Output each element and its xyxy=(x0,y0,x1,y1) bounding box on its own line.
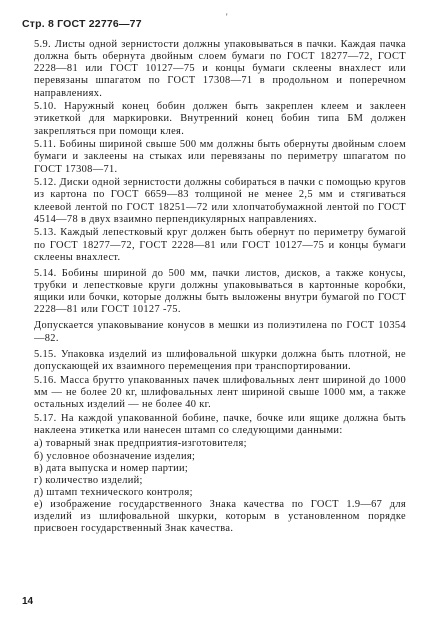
paragraph-5-14: 5.14. Бобины шириной до 500 мм, пачки листов, дисков, а также конусы, трубки и лепестковые круги должны упаковываться в картонные коробки, ящики или бочки, которые должны быть выложены внутри бумагой по ГОСТ 2228—81 или ГОСТ 10127 -75. xyxy=(34,267,406,316)
list-item-d: д) штамп технического контроля; xyxy=(34,486,193,498)
paragraph-5-15: 5.15. Упаковка изделий из шлифовальной шкурки должна быть плотной, не допускающей их взаимного перемещения при транспортировании. xyxy=(34,348,406,372)
header-mark: ' xyxy=(226,12,228,22)
list-item-a: а) товарный знак предприятия-изготовителя; xyxy=(34,438,247,450)
paragraph-5-13: 5.13. Каждый лепестковый круг должен быть обернут по периметру бумагой по ГОСТ 18277—72, ГОСТ 2228—81 или ГОСТ 10127—75 и концы бумаги склеены внахлест. xyxy=(34,227,406,263)
page-header: Стр. 8 ГОСТ 22776—77 xyxy=(22,18,142,30)
paragraph-5-16: 5.16. Масса брутто упакованных пачек шлифовальных лент шириной до 1000 мм — не более 20 кг, шлифовальных лент шириной свыше 1000 мм, а также остальных изделий — не более 40 кг. xyxy=(34,374,406,410)
list-item-g: г) количество изделий; xyxy=(34,474,143,486)
paragraph-5-11: 5.11. Бобины шириной свыше 500 мм должны быть обернуты двойным слоем бумаги и заклеены на стыках или перевязаны по периметру шпагатом по ГОСТ 17308—71. xyxy=(34,139,406,175)
paragraph-5-12: 5.12. Диски одной зернистости должны собираться в пачки с помощью кругов из картона по ГОСТ 6659—83 толщиной не менее 2,5 мм и стягиваться клеевой лентой по ГОСТ 18251—72 или хлопчатобумажной лентой по ГОСТ 4514—78 в двух взаимно перпендикулярных направлениях. xyxy=(34,177,407,225)
page-number: 14 xyxy=(22,596,34,607)
list-item-b: б) условное обозначение изделия; xyxy=(34,450,196,462)
paragraph-5-10: 5.10. Наружный конец бобин должен быть закреплен клеем и заклеен этикеткой для маркировки. Внутренний конец бобин типа БМ должен закрепляться при помощи клея. xyxy=(34,101,406,137)
paragraph-5-17: 5.17. На каждой упакованной бобине, пачке, бочке или ящике должна быть наклеена этикетка или нанесен штамп со следующими данными: xyxy=(34,412,406,436)
document-body xyxy=(34,39,406,536)
paragraph-conuses: Допускается упаковывание конусов в мешки из полиэтилена по ГОСТ 10354—82. xyxy=(34,320,406,344)
list-item-v: в) дата выпуска и номер партии; xyxy=(34,462,189,474)
paragraph-5-9: 5.9. Листы одной зернистости должны упаковываться в пачки. Каждая пачка должна быть обернута двойным слоем бумаги по ГОСТ 18277—72, ГОСТ 2228—81 или ГОСТ 10127—75 и концы бумаги склеены внахлест или перевязаны шпагатом по ГОСТ 17308—71 в продольном и поперечном направлениях. xyxy=(34,39,406,99)
list-item-e: е) изображение государственного Знака качества по ГОСТ 1.9—67 для изделий из шлифовальной шкурки, которым в установленном порядке присвоен государственный Знак качества. xyxy=(34,499,406,535)
